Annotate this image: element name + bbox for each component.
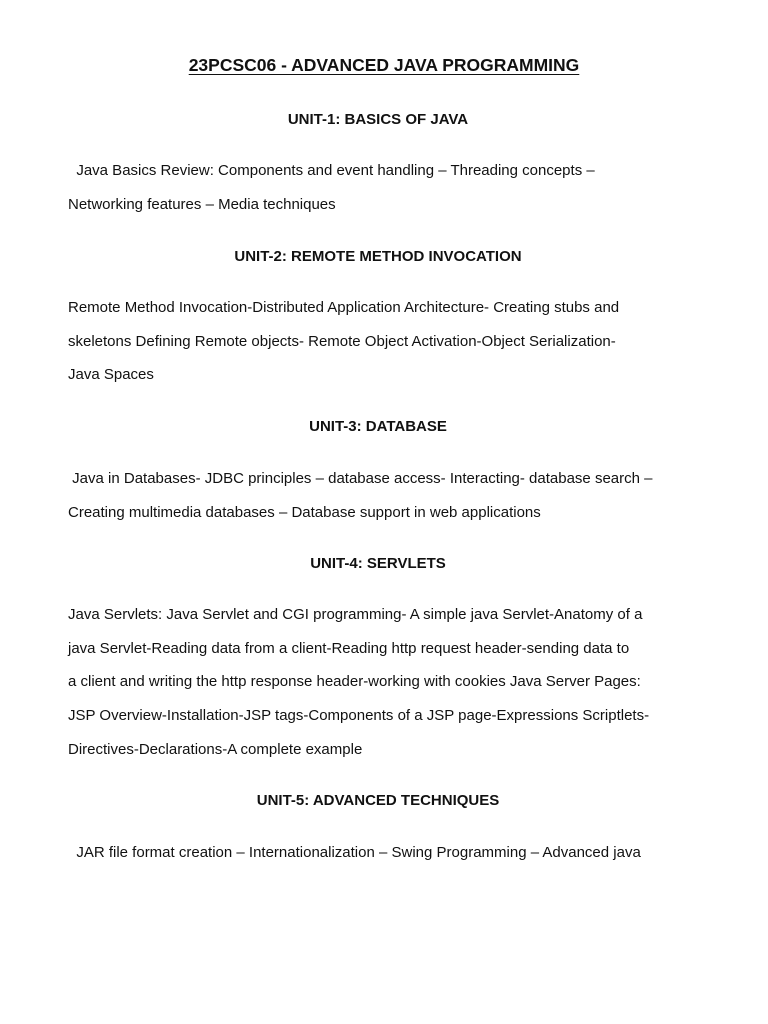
unit-3-line-2: Creating multimedia databases – Database support in web applications: [68, 503, 541, 521]
unit-3-heading: UNIT-3: DATABASE: [309, 418, 447, 435]
unit-2-description: [68, 291, 708, 392]
unit-4-line-4: JSP Overview-Installation-JSP tags-Components of a JSP page-Expressions Scriptlets-: [68, 707, 650, 725]
unit-2-line-2: skeletons Defining Remote objects- Remote Object Activation-Object Serialization-: [68, 332, 616, 350]
unit-5-line-1: JAR file format creation – Internationalization – Swing Programming – Advanced java: [68, 844, 641, 861]
unit-3-line-1: Java in Databases- JDBC principles – database access- Interacting- database search –: [68, 470, 653, 487]
unit-1-line-1: Java Basics Review: Components and event handling – Threading concepts –: [68, 162, 595, 179]
unit-5-description: [68, 836, 708, 870]
unit-4-line-5: Directives-Declarations-A complete example: [68, 740, 363, 758]
unit-4-heading: UNIT-4: SERVLETS: [310, 555, 446, 572]
unit-4-line-2: java Servlet-Reading data from a client-Reading http request header-sending data to: [68, 639, 630, 657]
unit-3-description: [68, 462, 708, 529]
unit-2-heading: UNIT-2: REMOTE METHOD INVOCATION: [234, 248, 522, 265]
unit-1-description: [68, 154, 708, 221]
unit-1-heading: UNIT-1: BASICS OF JAVA: [287, 111, 469, 128]
unit-4-description: [68, 598, 708, 767]
unit-2-line-3: Java Spaces: [68, 366, 154, 384]
unit-5-heading: UNIT-5: ADVANCED TECHNIQUES: [256, 792, 500, 809]
unit-1-line-2: Networking features – Media techniques: [68, 195, 336, 213]
unit-4-line-3: a client and writing the http response header-working with cookies Java Server Pages:: [68, 673, 641, 691]
unit-4-line-1: Java Servlets: Java Servlet and CGI programming- A simple java Servlet-Anatomy of a: [68, 606, 643, 623]
unit-2-line-1: Remote Method Invocation-Distributed Application Architecture- Creating stubs and: [68, 299, 620, 316]
document-title: 23PCSC06 - ADVANCED JAVA PROGRAMMING: [188, 55, 580, 75]
